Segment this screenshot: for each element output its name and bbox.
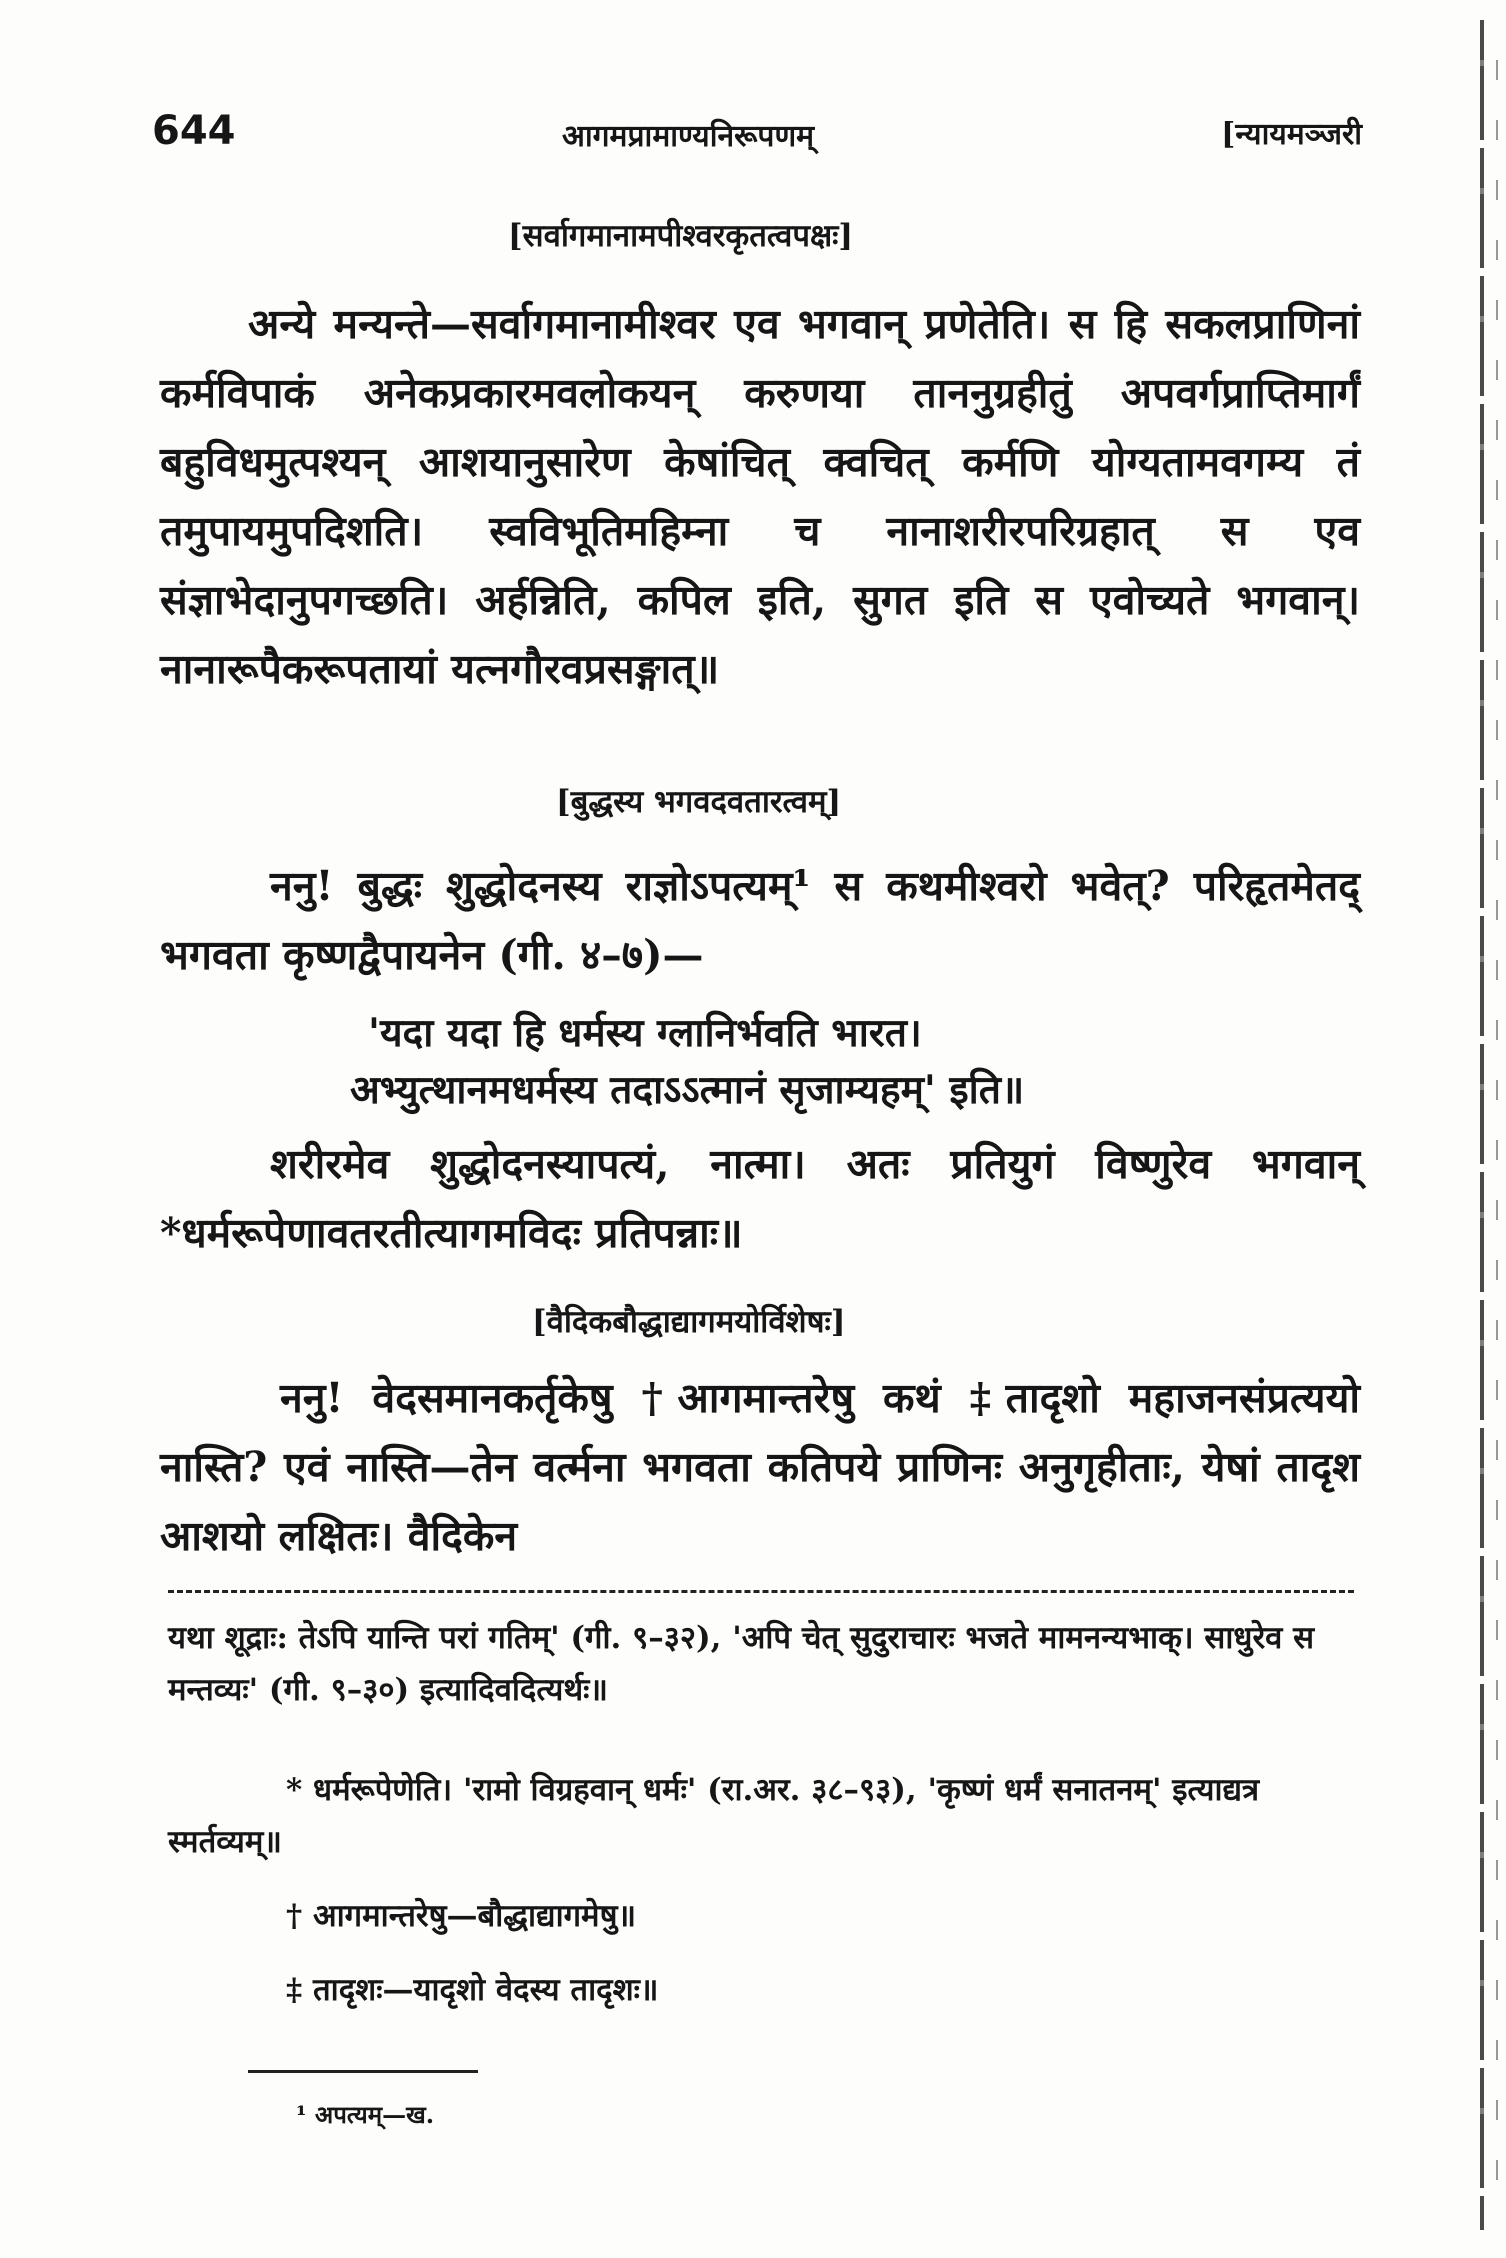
verse-line-2: अभ्युत्थानमधर्मस्य तदाऽऽत्मानं सृजाम्यहम्' इति॥	[350, 1067, 1025, 1113]
footnote-dagger: † आगमान्तरेषु—बौद्धाद्यागमेषु॥	[286, 1898, 637, 1934]
page-edge-shadow-secondary	[1496, 60, 1498, 2210]
page-number: 644	[152, 108, 236, 154]
footnote-star: * धर्मरूपेणेति। 'रामो विग्रहवान् धर्मः' (रा.अर. ३८–९३), 'कृष्णं धर्मं सनातनम्' इत्याद्यत्र स्मर्तव्यम्॥	[168, 1772, 1260, 1860]
footnote-double-dagger: ‡ तादृशः—यादृशो वेदस्य तादृशः॥	[286, 1972, 659, 2008]
footnote-1: यथा शूद्राः: तेऽपि यान्ति परां गतिम्' (गी. ९–३२), 'अपि चेत् सुदुराचारः भजते मामनन्यभाक्। साधुरेव स मन्तव्यः' (गी. ९–३०) इत्यादिवदित्यर्थः॥	[168, 1620, 1315, 1708]
variant-reading-note: ¹ अपत्यम्—ख.	[296, 2100, 435, 2129]
paragraph-2: ननु! बुद्धः शुद्धोदनस्य राज्ञोऽपत्यम्¹ स कथमीश्वरो भवेत्? परिहृतमेतद् भगवता कृष्णद्वैपायनेन (गी. ४–७)—	[160, 862, 1360, 979]
footnote-separator	[168, 1590, 1354, 1593]
section-heading-2: [बुद्धस्य भगवदवतारत्वम्]	[556, 784, 842, 820]
book-name: [न्यायमञ्जरी	[1221, 117, 1362, 152]
page-edge-shadow	[1480, 20, 1484, 2230]
paragraph-3: शरीरमेव शुद्धोदनस्यापत्यं, नात्मा। अतः प्रतियुगं विष्णुरेव भगवान् *धर्मरूपेणावतरतीत्यागमविदः प्रतिपन्नाः॥	[160, 1140, 1360, 1257]
page-header	[152, 108, 1362, 168]
running-head: आगमप्रामाण्यनिरूपणम्	[562, 119, 815, 154]
paragraph-4: ननु! वेदसमानकर्तृकेषु †आगमान्तरेषु कथं ‡तादृशो महाजनसंप्रत्ययो नास्ति? एवं नास्ति—तेन वर्त्मना भगवता कतिपये प्राणिनः अनुगृहीताः, येषां तादृश आशयो लक्षितः। वैदिकेन	[160, 1374, 1360, 1560]
section-heading-1: [सर्वागमानामपीश्वरकृतत्वपक्षः]	[508, 218, 854, 254]
paragraph-1: अन्ये मन्यन्ते—सर्वागमानामीश्वर एव भगवान् प्रणेतेति। स हि सकलप्राणिनां कर्मविपाकं अनेकप्रकारमवलोकयन् करुणया ताननुग्रहीतुं अपवर्गप्राप्तिमार्गं बहुविधमुत्पश्यन् आशयानुसारेण केषांचित् क्वचित् कर्मणि योग्यतामवगम्य तं तमुपायमुपदिशति। स्वविभूतिमहिम्ना च नानाशरीरपरिग्रहात् स एव संज्ञाभेदानुपगच्छति। अर्हन्निति, कपिल इति, सुगत इति स एवोच्यते भगवान्। नानारूपैकरूपतायां यत्नगौरवप्रसङ्गात्॥	[160, 300, 1360, 693]
section-heading-3: [वैदिकबौद्धाद्यागमयोर्विशेषः]	[532, 1304, 846, 1340]
variant-separator	[248, 2070, 478, 2073]
verse-line-1: 'यदा यदा हि धर्मस्य ग्लानिर्भवति भारत।	[368, 1010, 922, 1056]
